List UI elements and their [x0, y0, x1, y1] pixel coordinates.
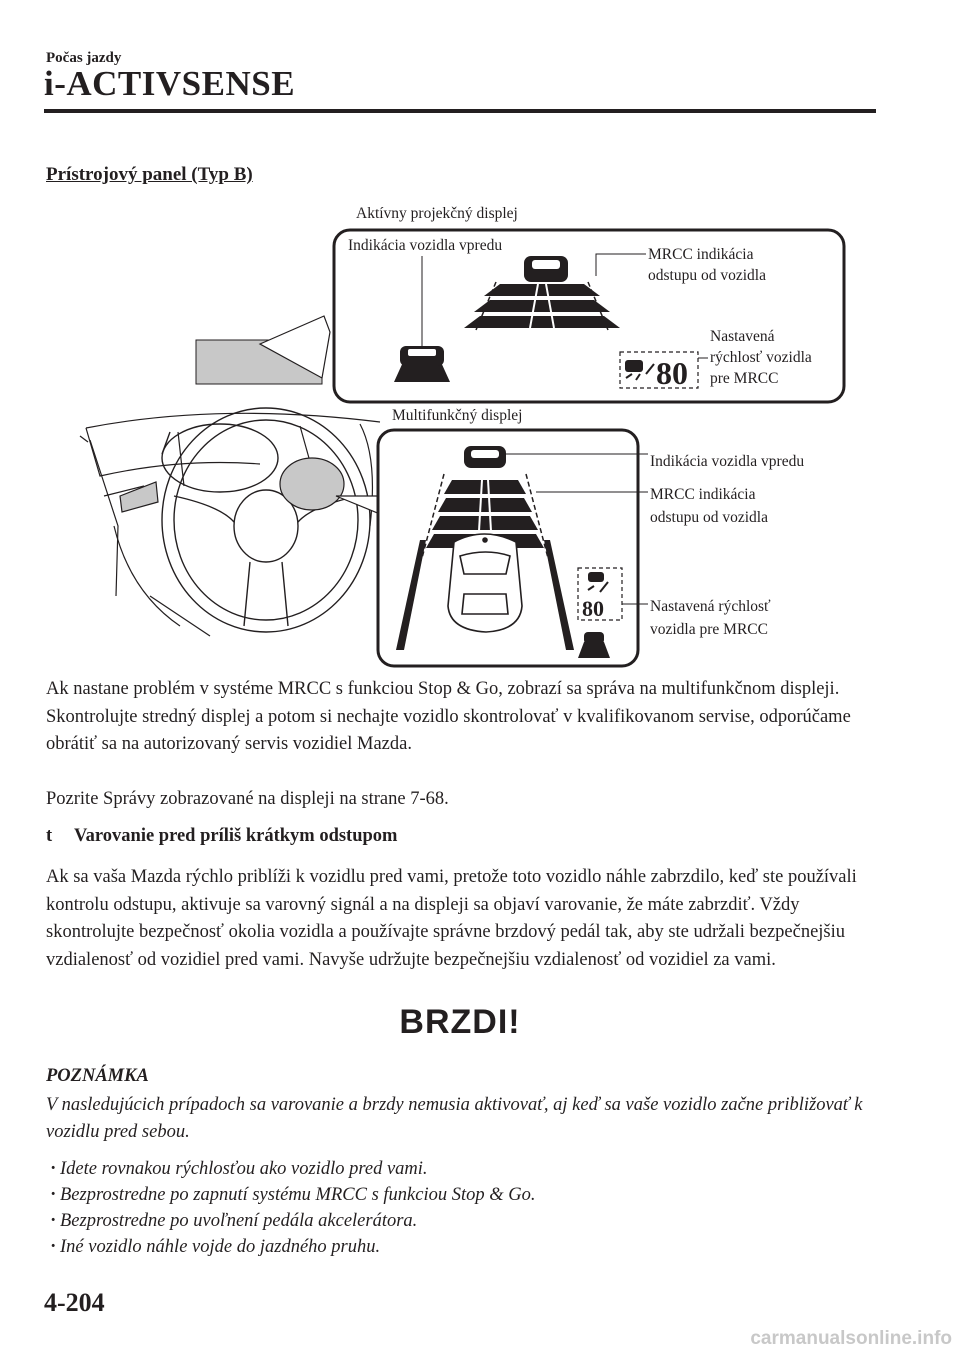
hud-speed-value: 80: [656, 355, 688, 391]
list-item: · Idete rovnakou rýchlosťou ako vozidlo pred vami.: [46, 1156, 535, 1182]
steering-wheel: [162, 408, 370, 632]
mid-label-mrcc-line1: MRCC indikácia: [650, 486, 756, 503]
hud-label-front-vehicle: Indikácia vozidla vpredu: [348, 237, 503, 254]
watermark: carmanualsonline.info: [750, 1328, 952, 1349]
mid-front-vehicle-icon: [464, 446, 506, 468]
hud-label-speed-line3: pre MRCC: [710, 370, 779, 387]
subsection-title: Prístrojový panel (Typ B): [46, 164, 253, 185]
list-item: · Bezprostredne po uvoľnení pedála akcelerátora.: [46, 1208, 535, 1234]
warning-bullet: t: [46, 826, 53, 846]
instrument-panel-figure: [60, 196, 860, 672]
mid-label-front-vehicle: Indikácia vozidla vpredu: [650, 453, 805, 470]
hud-label-mrcc-line2: odstupu od vozidla: [648, 267, 766, 284]
chapter-title: i-ACTIVSENSE: [44, 64, 296, 103]
section-label: Počas jazdy: [46, 50, 122, 66]
list-item: · Bezprostredne po zapnutí systému MRCC s funkciou Stop & Go.: [46, 1182, 535, 1208]
header-rule: [44, 109, 876, 113]
note-list: [46, 1156, 535, 1260]
dashboard-illustration: [80, 413, 380, 636]
paragraph-reference: Pozrite Správy zobrazované na displeji na strane 7-68.: [46, 789, 449, 809]
warning-heading-text: Varovanie pred príliš krátkym odstupom: [74, 826, 398, 846]
note-title: POZNÁMKA: [46, 1066, 149, 1086]
page-number: 4-204: [44, 1288, 105, 1317]
hud-front-vehicle-icon: [524, 256, 568, 282]
hud-own-vehicle-icon: [394, 346, 450, 382]
mid-label-mrcc-line2: odstupu od vozidla: [650, 509, 768, 526]
brake-warning-text: BRZDI!: [399, 1003, 521, 1041]
mid-title: Multifunkčný displej: [392, 407, 523, 424]
hud-title: Aktívny projekčný displej: [356, 205, 518, 222]
hud-label-speed-line2: rýchlosť vozidla: [710, 349, 812, 366]
warning-heading: [46, 826, 397, 847]
paragraph-distance-warning: Ak sa vaša Mazda rýchlo priblíži k vozidlu pred vami, pretože toto vozidlo náhle zabrzdilo, keď ste používali kontrolu odstupu, aktivuje sa varovný signál a na displeji sa objaví varovanie, že máte zabrzdiť. Vždy skontrolujte bezpečnosť okolia vozidla a používajte správne brzdový pedál tak, aby ste udržali bezpečnejšiu vzdialenosť od vozidiel pred vami. Navyše udržujte bezpečnejšiu vzdialenosť od vozidiel za vami.: [46, 867, 857, 970]
list-item: · Iné vozidlo náhle vojde do jazdného pruhu.: [46, 1234, 535, 1260]
hud-label-speed-line1: Nastavená: [710, 328, 775, 345]
cluster-highlight: [280, 458, 344, 510]
instrument-panel-illustration: [60, 196, 860, 672]
mid-label-speed-line1: Nastavená rýchlosť: [650, 598, 771, 615]
paragraph-mrcc-problem: Ak nastane problém v systéme MRCC s funkciou Stop & Go, zobrazí sa správa na multifunkčnom displeji. Skontrolujte stredný displej a potom si nechajte vozidlo skontrolovať v kvalifikovanom servise, odporúčame obrátiť sa na autorizovaný servis vozidiel Mazda.: [46, 679, 851, 755]
mid-label-speed-line2: vozidla pre MRCC: [650, 621, 768, 638]
mid-speed-value: 80: [582, 596, 604, 621]
mid-own-vehicle-icon: [448, 534, 522, 632]
cluster-callout-beam: [336, 496, 382, 514]
hud-label-mrcc-line1: MRCC indikácia: [648, 246, 754, 263]
note-text: V nasledujúcich prípadoch sa varovanie a brzdy nemusia aktivovať, aj keď sa vaše vozidlo začne približovať k vozidlu pred sebou.: [46, 1095, 863, 1142]
